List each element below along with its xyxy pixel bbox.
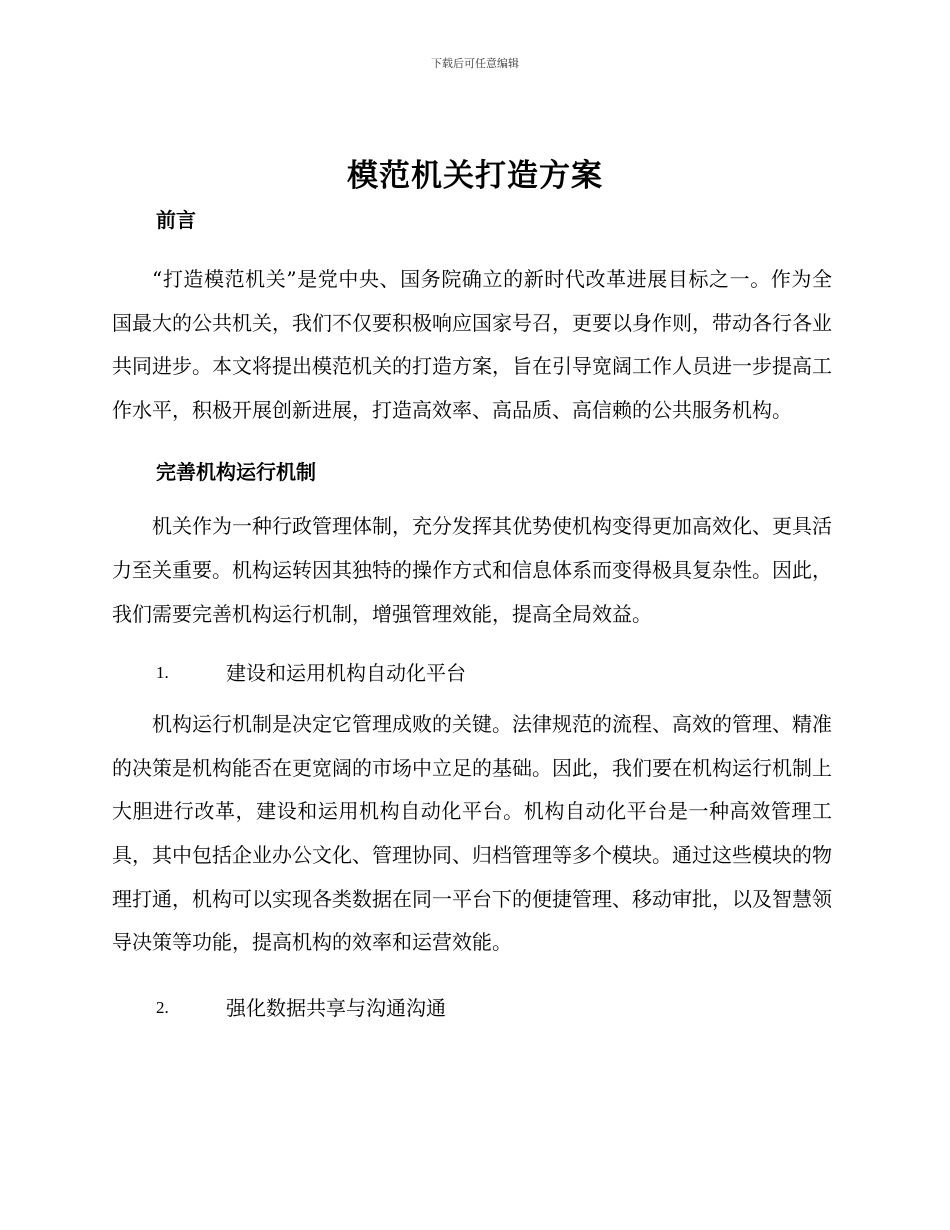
document-title: 模范机关打造方案 bbox=[347, 158, 603, 194]
document-body bbox=[112, 205, 832, 1023]
list-item-title: 强化数据共享与沟通沟通 bbox=[226, 995, 446, 1020]
list-number: 1. bbox=[156, 663, 169, 683]
list-item-1 bbox=[112, 658, 832, 688]
paragraph-preface: “打造模范机关”是党中央、国务院确立的新时代改革进展目标之一。作为全国最大的公共机关，我们不仅要积极响应国家号召，更要以身作则，带动各行各业共同进步。本文将提出模范机关的打造方案，旨在引导宽阔工作人员进一步提高工作水平，积极开展创新进展，打造高效率、高品质、高信赖的公共服务机构。 bbox=[112, 267, 832, 422]
list-item-title: 建设和运用机构自动化平台 bbox=[226, 661, 466, 686]
paragraph-mechanism: 机关作为一种行政管理体制，充分发挥其优势使机构变得更加高效化、更具活力至关重要。机构运转因其独特的操作方式和信息体系而变得极具复杂性。因此，我们需要完善机构运行机制，增强管理效能，提高全局效益。 bbox=[112, 514, 832, 626]
list-item-2 bbox=[112, 993, 832, 1023]
page-header-note: 下载后可任意编辑 bbox=[431, 57, 519, 70]
paragraph-item-1: 机构运行机制是决定它管理成败的关键。法律规范的流程、高效的管理、精准的决策是机构能否在更宽阔的市场中立足的基础。因此，我们要在机构运行机制上大胆进行改革，建设和运用机构自动化平台。机构自动化平台是一种高效管理工具，其中包括企业办公文化、管理协同、归档管理等多个模块。通过这些模块的物理打通，机构可以实现各类数据在同一平台下的便捷管理、移动审批，以及智慧领导决策等功能，提高机构的效率和运营效能。 bbox=[112, 712, 832, 955]
list-number: 2. bbox=[156, 997, 169, 1017]
section-heading-mechanism: 完善机构运行机制 bbox=[156, 460, 316, 485]
section-heading-preface: 前言 bbox=[156, 208, 196, 232]
